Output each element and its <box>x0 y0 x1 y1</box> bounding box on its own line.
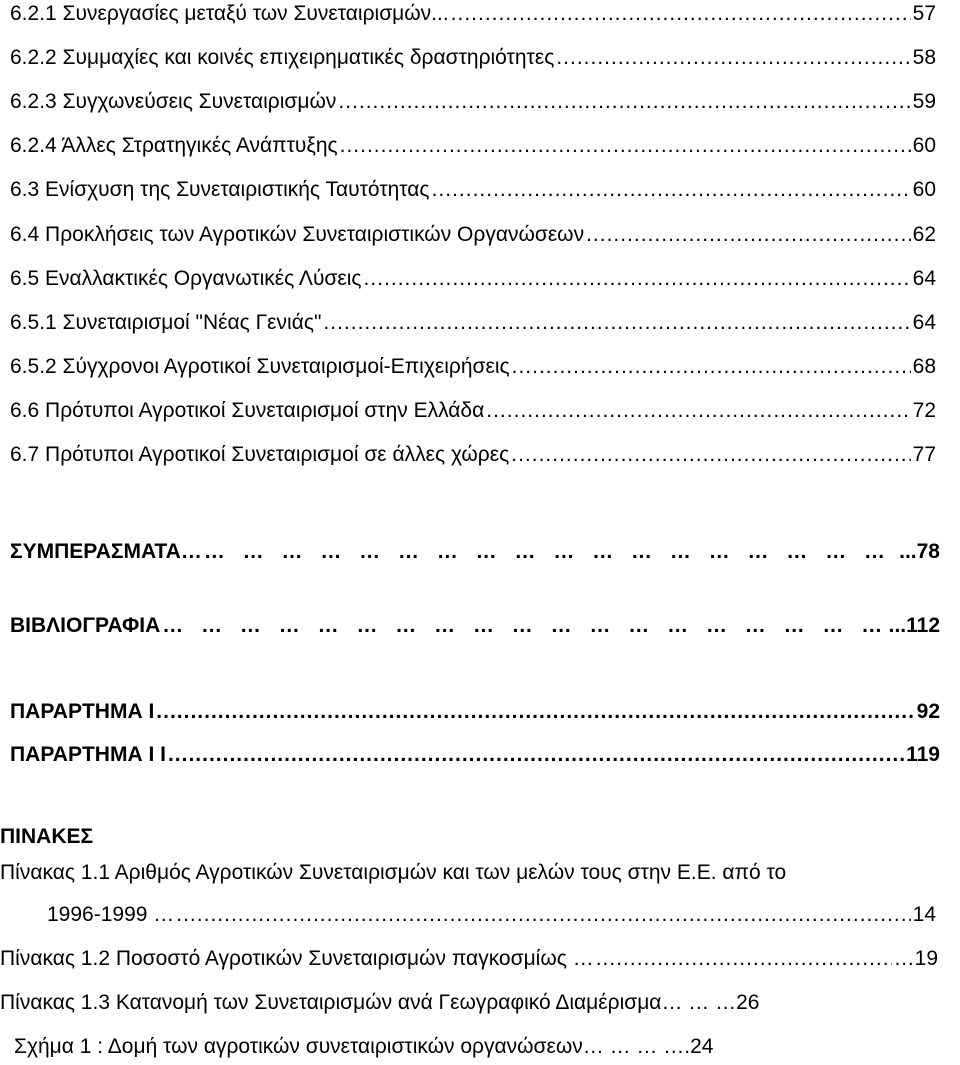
dot-leader <box>556 44 910 72</box>
toc-entry-title: 6.2.2 Συμμαχίες και κοινές επιχειρηματικές δραστηριότητες <box>10 46 555 69</box>
toc-entry-title: Πίνακας 1.3 Κατανομή των Συνεταιρισμών ανά Γεωγραφικό Διαμέρισμα… … … <box>0 991 737 1014</box>
toc-entry-title: Σχήμα 1 : Δομή των αγροτικών συνεταιριστικών οργανώσεων… … … … <box>14 1035 685 1058</box>
dot-leader <box>511 441 910 469</box>
toc-entry-title: ΠΑΡΑΡΤΗΜΑ Ι <box>10 700 155 723</box>
toc-entry-page: 62 <box>912 223 936 246</box>
toc-entry-table-1-1[interactable]: Πίνακας 1.1 Αριθμός Αγροτικών Συνεταιρισμών και των μελών τους στην Ε.Ε. από το <box>0 861 787 884</box>
toc-entry-appendix-2[interactable] <box>10 741 940 769</box>
toc-entry-conclusions[interactable] <box>10 538 940 566</box>
toc-entry-page: 64 <box>912 267 936 290</box>
toc-entry-title: 6.5.1 Συνεταιρισμοί "Νέας Γενιάς" <box>10 311 322 334</box>
toc-entry-title: 6.2.1 Συνεργασίες μεταξύ των Συνεταιρισμών... <box>10 2 449 25</box>
toc-entry-6-4[interactable] <box>10 221 936 249</box>
toc-entry-6-2-3[interactable] <box>10 88 936 116</box>
toc-entry-page: 68 <box>912 355 936 378</box>
toc-entry-page: 64 <box>912 311 936 334</box>
toc-entry-6-2-2[interactable] <box>10 44 936 72</box>
dot-leader <box>340 132 911 160</box>
toc-entry-page: ...78 <box>899 540 940 563</box>
toc-entry-bibliography[interactable] <box>10 612 940 640</box>
dot-leader <box>323 309 910 337</box>
toc-entry-title: ΠΑΡΑΡΤΗΜΑ Ι Ι <box>10 743 166 766</box>
toc-entry-6-5[interactable] <box>10 265 936 293</box>
toc-entry-page: 60 <box>912 178 936 201</box>
toc-entry-page: …19 <box>893 947 938 970</box>
toc-entry-table-1-3[interactable] <box>0 989 938 1017</box>
tables-heading: ΠΙΝΑΚΕΣ <box>0 825 94 848</box>
toc-entry-6-2-4[interactable] <box>10 132 936 160</box>
toc-entry-page: 119 <box>906 743 940 766</box>
toc-entry-6-6[interactable] <box>10 397 936 425</box>
toc-entry-title: 6.7 Πρότυποι Αγροτικοί Συνεταιρισμοί σε άλλες χώρες <box>10 443 510 466</box>
toc-entry-table-1-1-continued[interactable] <box>47 901 936 929</box>
dot-leader <box>596 945 892 973</box>
toc-entry-page: 58 <box>912 46 936 69</box>
dot-leader <box>451 0 911 28</box>
toc-entry-title: Πίνακας 1.2 Ποσοστό Αγροτικών Συνεταιρισμών παγκοσμίως … <box>0 947 594 970</box>
toc-entry-table-1-2[interactable] <box>0 945 938 973</box>
toc-entry-page: 57 <box>912 2 936 25</box>
toc-entry-title: 6.2.4 Άλλες Στρατηγικές Ανάπτυξης <box>10 134 338 157</box>
dot-leader <box>162 612 886 640</box>
toc-entry-6-2-1[interactable] <box>10 0 936 28</box>
toc-entry-6-5-1[interactable] <box>10 309 936 337</box>
toc-entry-title: 6.4 Προκλήσεις των Αγροτικών Συνεταιριστικών Οργανώσεων <box>10 223 585 246</box>
toc-entry-6-3[interactable] <box>10 176 936 204</box>
toc-entry-6-7[interactable] <box>10 441 936 469</box>
toc-entry-page: ...112 <box>888 614 940 637</box>
toc-entry-title: ΒΙΒΛΙΟΓΡΑΦΙΑ <box>10 614 161 637</box>
toc-entry-page: 26 <box>736 991 760 1014</box>
toc-entry-page: .24 <box>684 1035 714 1058</box>
toc-entry-title: 6.5 Εναλλακτικές Οργανωτικές Λύσεις <box>10 267 362 290</box>
dot-leader <box>338 88 910 116</box>
toc-entry-title: 6.5.2 Σύγχρονοι Αγροτικοί Συνεταιρισμοί-Επιχειρήσεις <box>10 355 510 378</box>
toc-entry-title: 6.2.3 Συγχωνεύσεις Συνεταιρισμών <box>10 90 337 113</box>
dot-leader <box>156 698 914 726</box>
dot-leader <box>432 176 911 204</box>
dot-leader <box>486 397 910 425</box>
toc-entry-title: 6.3 Ενίσχυση της Συνεταιριστικής Ταυτότητας <box>10 178 430 201</box>
toc-entry-title: ΣΥΜΠΕΡΑΣΜΑΤΑ… <box>10 540 202 563</box>
dot-leader <box>168 741 904 769</box>
toc-entry-title: 1996-1999 … <box>47 903 175 926</box>
dot-leader <box>364 265 911 293</box>
toc-entry-page: 92 <box>916 700 940 723</box>
dot-leader <box>512 353 911 381</box>
toc-entry-page: 77 <box>912 443 936 466</box>
toc-entry-page: 72 <box>912 399 936 422</box>
toc-entry-title: 6.6 Πρότυποι Αγροτικοί Συνεταιρισμοί στην Ελλάδα <box>10 399 485 422</box>
toc-entry-figure-1[interactable] <box>14 1033 938 1061</box>
toc-entry-appendix-1[interactable] <box>10 698 940 726</box>
dot-leader <box>176 901 910 929</box>
toc-entry-page: 59 <box>912 90 936 113</box>
toc-entry-page: 14 <box>912 903 936 926</box>
dot-leader <box>586 221 911 249</box>
dot-leader <box>204 538 897 566</box>
toc-entry-6-5-2[interactable] <box>10 353 936 381</box>
toc-entry-page: 60 <box>912 134 936 157</box>
